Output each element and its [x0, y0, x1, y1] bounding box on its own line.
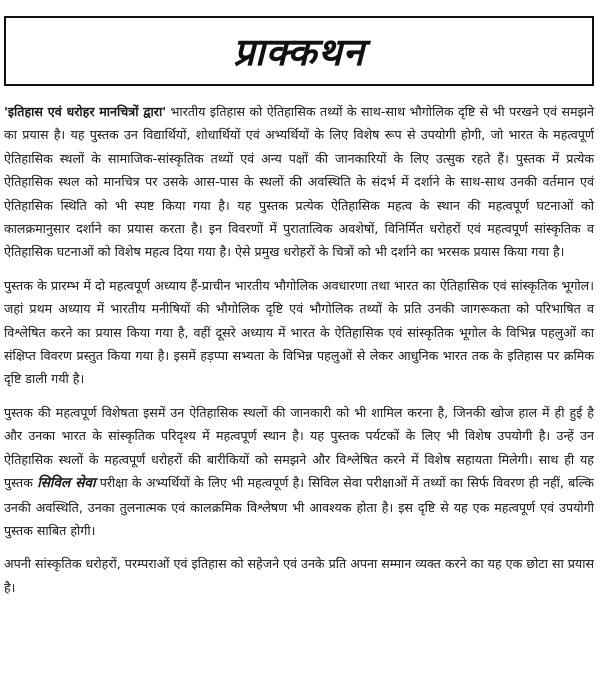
paragraph-4	[4, 552, 594, 599]
paragraph-4-text: अपनी सांस्कृतिक धरोहरों, परम्पराओं एवं इतिहास को सहेजने एवं उनके प्रति अपना सम्मान व्यक्त करने का यह एक छोटा सा प्रयास है।	[4, 556, 594, 595]
paragraph-1	[4, 100, 594, 264]
body-text	[4, 100, 594, 609]
paragraph-3	[4, 401, 594, 542]
civil-services-emphasis: सिविल सेवा	[37, 475, 96, 492]
paragraph-1-text: भारतीय इतिहास को ऐतिहासिक तथ्यों के साथ-साथ भौगोलिक दृष्टि से भी परखने एवं समझने का प्रयास है। यह पुस्तक उन विद्यार्थियों, शोधार्थियों एवं अभ्यर्थियों के लिए विशेष रूप से उपयोगी होगी, जो भारत के महत्वपूर्ण ऐतिहासिक स्थलों के सामाजिक-सांस्कृतिक तथ्यों एवं अन्य पक्षों की जानकारियों के लिए उत्सुक रहते हैं। पुस्तक में प्रत्येक ऐतिहासिक स्थल को मानचित्र पर उसके आस-पास के स्थलों की अवस्थिति के संदर्भ में दर्शाने के साथ-साथ उनकी वर्तमान एवं ऐतिहासिक स्थिति को भी स्पष्ट किया गया है। यह पुस्तक प्रत्येक ऐतिहासिक महत्व के स्थान की महत्वपूर्ण घटनाओं को कालक्रमानुसार दर्शाने का प्रयास करता है। इन विवरणों में पुरातात्विक अवशेषों, विनिर्मित धरोहरों एवं महत्वपूर्ण सांस्कृतिक व ऐतिहासिक घटनाओं को विशेष महत्व दिया गया है। ऐसे प्रमुख धरोहरों के चित्रों को भी दर्शाने का भरसक प्रयास किया गया है।	[4, 104, 595, 260]
paragraph-2-text: पुस्तक के प्रारम्भ में दो महत्वपूर्ण अध्याय हैं-प्राचीन भारतीय भौगोलिक अवधारणा तथा भारत का ऐतिहासिक एवं सांस्कृतिक भूगोल। जहां प्रथम अध्याय में भारतीय मनीषियों की भौगोलिक दृष्टि एवं भौगोलिक तथ्यों के प्रति उनकी जागरूकता को परिभाषित व विश्लेषित करने का प्रयास किया गया है, वहीं दूसरे अध्याय में भारत के ऐतिहासिक एवं सांस्कृतिक भूगोल के विभिन्न पहलुओं का संक्षिप्त विवरण प्रस्तुत किया गया है। इसमें हड़प्पा सभ्यता के विभिन्न पहलुओं से लेकर आधुनिक भारत तक के इतिहास पर क्रमिक दृष्टि डाली गयी है।	[4, 277, 594, 387]
paragraph-3-text-before: पुस्तक की महत्वपूर्ण विशेषता इसमें उन ऐतिहासिक स्थलों की जानकारी को भी शामिल करना है, जिनकी खोज हाल में ही हुई है और उनका भारत के सांस्कृतिक परिदृश्य में महत्वपूर्ण स्थान है। यह पुस्तक पर्यटकों के लिए भी विशेष उपयोगी है। उन्हें उन ऐतिहासिक स्थलों के महत्वपूर्ण धरोहरों की बारीकियों को समझने और विश्लेषित करने में विशेष सहायता मिलेगी। साथ ही यह पुस्तक	[4, 404, 594, 491]
paragraph-2	[4, 274, 594, 391]
title-box	[4, 16, 594, 86]
paragraph-3-text-after: परीक्षा के अभ्यर्थियों के लिए भी महत्वपूर्ण है। सिविल सेवा परीक्षाओं में तथ्यों का सिर्फ विवरण ही नहीं, बल्कि उनकी अवस्थिति, उनका तुलनात्मक एवं कालक्रमिक विश्लेषण भी आवश्यक होता है। इस दृष्टि से यह एक महत्वपूर्ण एवं उपयोगी पुस्तक साबित होगी।	[4, 475, 594, 538]
book-title-emphasis: 'इतिहास एवं धरोहर मानचित्रों द्वारा'	[4, 104, 167, 119]
page-title: प्राक्कथन	[233, 30, 365, 74]
